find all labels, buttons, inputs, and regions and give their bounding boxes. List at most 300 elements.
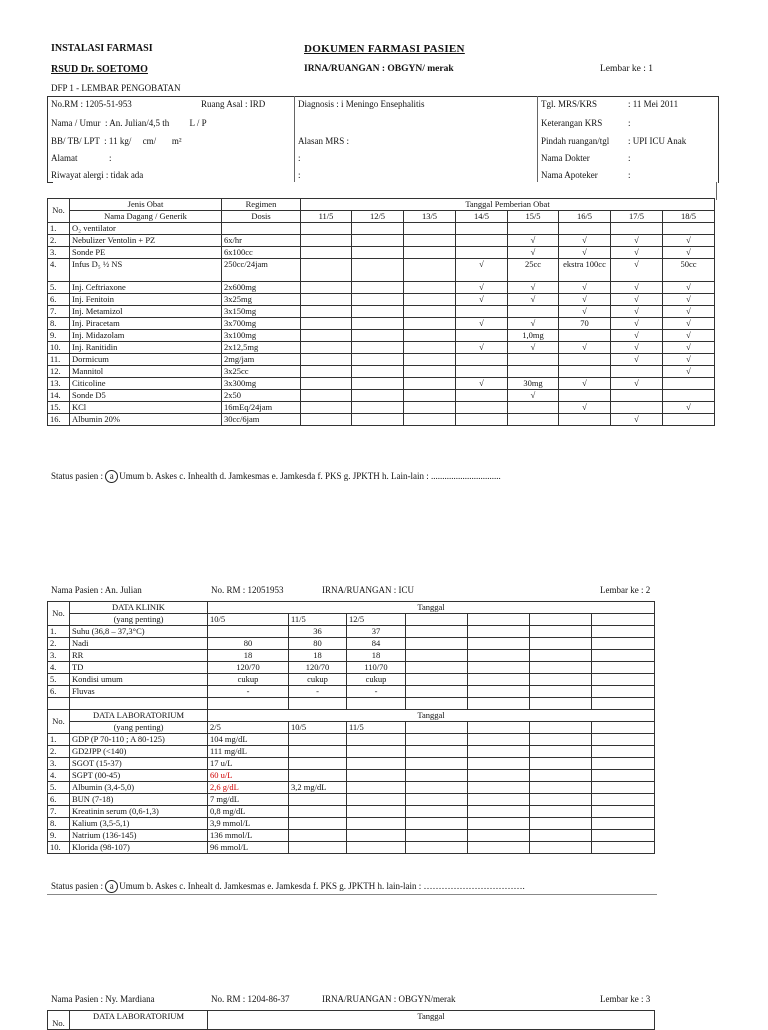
med-row [48,247,715,259]
lab-cell: 136 mmol/L [208,830,289,842]
lab-title: DATA LABORATORIUM [70,710,208,722]
klinik-cell: cukup [347,674,406,686]
klinik-cell [406,626,468,638]
med-date-2: 13/5 [404,211,456,223]
lab-row-no: 2. [48,746,70,758]
klinik-cell: 36 [289,626,347,638]
med-cell: √ [508,235,559,247]
med-cell [404,354,456,366]
lab-cell [530,806,592,818]
p3-patient-name: Nama Pasien : Ny. Mardiana [51,994,155,1004]
lab-cell [347,830,406,842]
status-options: Umum b. Askes c. Inhealth d. Jamkesmas e. Jamkesda f. PKS g. JPKTH h. Lain-lain : ............................... [119,471,501,481]
medication-table [47,198,715,426]
med-row-name: Infus D₅ ½ NS [70,259,222,282]
med-cell: √ [611,247,663,259]
document-title: DOKUMEN FARMASI PASIEN [304,43,465,55]
status-line-1 [51,470,501,483]
lab-cell [592,782,655,794]
med-date-3: 14/5 [456,211,508,223]
klinik-cell: cukup [208,674,289,686]
med-cell [404,223,456,235]
klinik-row-name: TD [70,662,208,674]
med-cell [404,247,456,259]
med-cell: √ [559,378,611,390]
lab-cell [530,758,592,770]
med-row-no: 7. [48,306,70,318]
klinik-row [48,686,655,698]
lab-cell [406,782,468,794]
med-cell: √ [508,247,559,259]
lab-row-no: 7. [48,806,70,818]
med-cell [456,247,508,259]
klinik-date-6 [592,614,655,626]
lab-cell: 96 mmol/L [208,842,289,854]
med-cell: √ [559,294,611,306]
med-cell: √ [611,306,663,318]
klinik-cell: 110/70 [347,662,406,674]
med-cell [456,235,508,247]
klinik-blank-cell [406,698,468,710]
lab-row [48,842,655,854]
med-cell [352,318,404,330]
med-cell [352,259,404,282]
med-cell [352,223,404,235]
med-cell: √ [508,282,559,294]
lab-row-name: SGPT (00-45) [70,770,208,782]
med-cell [352,235,404,247]
lab-subtitle: (yang penting) [70,722,208,734]
p2-status-option-circled: a [105,880,118,893]
lab-cell: 3,9 mmol/L [208,818,289,830]
med-cell [301,330,352,342]
med-cell [456,366,508,378]
med-cell [352,378,404,390]
med-cell: √ [456,318,508,330]
lab-cell [347,758,406,770]
lab-cell [592,746,655,758]
lab-cell: 7 mg/dL [208,794,289,806]
med-row [48,294,715,306]
med-cell: √ [611,235,663,247]
p2-status-options: Umum b. Askes c. Inhealt d. Jamkesmas e. Jamkesda f. PKS g. JPKTH h. lain-lain : ……………………………. [119,881,525,891]
klinik-cell [530,638,592,650]
med-row-no: 15. [48,402,70,414]
med-row-name: O₂ ventilator [70,223,222,235]
lab-cell [347,806,406,818]
med-cell [301,402,352,414]
hospital-name: RSUD Dr. SOETOMO [51,64,148,75]
med-cell: 25cc [508,259,559,282]
med-cell: √ [559,247,611,259]
lab-cell [289,818,347,830]
klinik-row-name: Fluvas [70,686,208,698]
med-date-1: 12/5 [352,211,404,223]
p3-date-header: Tanggal [208,1011,655,1030]
klinik-row-no: 6. [48,686,70,698]
med-cell [456,402,508,414]
col-dates-header: Tanggal Pemberian Obat [301,199,715,211]
lab-data-table [47,709,655,854]
doctor-value: : [628,153,631,163]
lab-cell [289,770,347,782]
med-cell [508,223,559,235]
klinik-blank-cell [208,698,289,710]
klinik-row-no: 2. [48,638,70,650]
lab-row-no: 1. [48,734,70,746]
med-cell: √ [611,414,663,426]
klinik-row [48,650,655,662]
med-row-dose: 6x/hr [222,235,301,247]
klinik-cell [592,626,655,638]
med-cell: √ [663,318,715,330]
klinik-cell: 80 [208,638,289,650]
klinik-cell [592,638,655,650]
lab-row-no: 9. [48,830,70,842]
klinik-cell: 120/70 [208,662,289,674]
med-cell [456,306,508,318]
med-row [48,378,715,390]
status-label: Status pasien : [51,471,103,481]
med-cell [456,354,508,366]
lab-cell [406,734,468,746]
med-cell [404,235,456,247]
med-cell: √ [508,294,559,306]
klinik-cell [468,674,530,686]
med-row [48,259,715,282]
med-cell: √ [611,282,663,294]
klinik-cell [530,674,592,686]
lab-date-1: 10/5 [289,722,347,734]
klinik-date-5 [530,614,592,626]
p3-rm: No. RM : 1204-86-37 [211,994,290,1004]
lab-date-header: Tanggal [208,710,655,722]
med-row-no: 1. [48,223,70,235]
lab-row-name: GD2JPP (<140) [70,746,208,758]
p3-no-header: No. [48,1011,70,1030]
klinik-row-no: 5. [48,674,70,686]
colon-2: : [298,170,301,180]
klinik-cell [468,650,530,662]
lab-row-no: 6. [48,794,70,806]
med-cell [352,402,404,414]
med-row-no: 13. [48,378,70,390]
lab-row-name: GDP (P 70-110 ; A 80-125) [70,734,208,746]
lab-cell [592,818,655,830]
med-cell: √ [559,306,611,318]
med-cell [301,378,352,390]
lab-row-name: Klorida (98-107) [70,842,208,854]
med-cell [352,282,404,294]
med-row-name: Sonde PE [70,247,222,259]
med-cell [404,259,456,282]
klinik-blank-cell [347,698,406,710]
lab-cell [347,794,406,806]
med-cell [301,223,352,235]
med-cell [301,342,352,354]
bb-tb-field: BB/ TB/ LPT : 11 kg/ cm/ m² [51,136,182,146]
origin-room-field: Ruang Asal : IRD [201,99,266,109]
med-cell [352,354,404,366]
klinik-cell [592,650,655,662]
lab-row [48,770,655,782]
med-cell: 50cc [663,259,715,282]
med-cell [404,306,456,318]
lab-row [48,806,655,818]
p2-sheet: Lembar ke : 2 [600,585,651,595]
med-cell [508,354,559,366]
med-row-dose: 3x700mg [222,318,301,330]
med-cell: √ [508,342,559,354]
med-cell [404,318,456,330]
lab-cell [468,842,530,854]
med-row-no: 11. [48,354,70,366]
klinik-cell [530,650,592,662]
klinik-row [48,662,655,674]
med-cell: √ [663,247,715,259]
lab-cell [347,746,406,758]
med-cell [663,378,715,390]
med-cell: √ [663,342,715,354]
lab-cell [347,770,406,782]
med-row-dose: 3x25mg [222,294,301,306]
med-cell [559,330,611,342]
lab-row-no: 3. [48,758,70,770]
med-date-7: 18/5 [663,211,715,223]
status-line-2 [51,880,525,893]
med-cell [404,402,456,414]
p3-lab-table [47,1010,655,1030]
med-row [48,390,715,402]
med-row-name: Nebulizer Ventolin + PZ [70,235,222,247]
klinik-row-no: 3. [48,650,70,662]
klinik-cell: 120/70 [289,662,347,674]
med-cell [663,390,715,402]
status-option-circled: a [105,470,118,483]
med-cell [456,390,508,402]
klinik-cell [406,662,468,674]
med-cell: √ [611,342,663,354]
klinik-cell [468,626,530,638]
med-cell [559,390,611,402]
med-cell: 1,0mg [508,330,559,342]
med-cell: √ [456,259,508,282]
klinik-cell: 18 [289,650,347,662]
med-row [48,414,715,426]
med-cell: √ [611,318,663,330]
lab-cell [406,794,468,806]
klinik-date-4 [468,614,530,626]
lab-row [48,758,655,770]
lab-row [48,746,655,758]
med-cell: √ [611,354,663,366]
med-cell: √ [663,294,715,306]
med-cell: √ [663,354,715,366]
lab-date-6 [592,722,655,734]
med-cell: √ [663,402,715,414]
med-cell [301,318,352,330]
med-row-no: 5. [48,282,70,294]
med-cell [301,247,352,259]
med-cell: √ [611,378,663,390]
med-cell [301,414,352,426]
p2-patient-name: Nama Pasien : An. Julian [51,585,142,595]
med-row-name: Albumin 20% [70,414,222,426]
med-row-name: Dormicum [70,354,222,366]
med-row-no: 4. [48,259,70,282]
klinik-cell [406,686,468,698]
klinik-blank-cell [48,698,70,710]
klinik-date-3 [406,614,468,626]
klinik-cell [468,686,530,698]
med-cell [456,330,508,342]
med-cell [559,414,611,426]
med-cell: √ [456,378,508,390]
med-cell [404,390,456,402]
med-cell [404,378,456,390]
med-row-dose: 16mEq/24jam [222,402,301,414]
med-cell [508,306,559,318]
klinik-row-name: Nadi [70,638,208,650]
med-cell: √ [559,342,611,354]
klinik-row-no: 1. [48,626,70,638]
med-cell [663,414,715,426]
lab-date-0: 2/5 [208,722,289,734]
lab-cell: 0,8 mg/dL [208,806,289,818]
lab-cell [406,818,468,830]
lab-row [48,782,655,794]
klinik-cell [406,650,468,662]
med-cell [352,366,404,378]
lab-cell [406,842,468,854]
med-row-no: 14. [48,390,70,402]
med-row [48,354,715,366]
med-cell [301,259,352,282]
med-row [48,330,715,342]
krs-value: : [628,118,631,128]
med-cell: √ [456,342,508,354]
med-cell [352,306,404,318]
klinik-cell [530,662,592,674]
med-cell: 70 [559,318,611,330]
klinik-row [48,626,655,638]
allergy-field: Riwayat alergi : tidak ada [51,170,144,180]
col-brand-header: Nama Dagang / Generik [70,211,222,223]
lab-row-name: SGOT (15-37) [70,758,208,770]
lab-cell [468,830,530,842]
lab-cell [406,830,468,842]
med-cell [611,390,663,402]
med-cell [559,354,611,366]
med-cell [508,366,559,378]
med-cell [663,223,715,235]
lab-cell: 111 mg/dL [208,746,289,758]
p2-ward: IRNA/RUANGAN : ICU [322,585,414,595]
col-dose-header: Dosis [222,211,301,223]
lab-cell [592,806,655,818]
med-cell: √ [456,294,508,306]
med-row [48,282,715,294]
lab-cell [530,830,592,842]
med-cell [404,414,456,426]
p2-status-label: Status pasien : [51,881,103,891]
med-row-dose: 2x600mg [222,282,301,294]
med-row-no: 9. [48,330,70,342]
lab-cell [289,830,347,842]
lab-row-name: Albumin (3,4-5,0) [70,782,208,794]
lab-no-header: No. [48,710,70,734]
klinik-cell [530,686,592,698]
med-row-no: 6. [48,294,70,306]
med-cell [352,390,404,402]
med-cell: √ [559,235,611,247]
med-cell [352,414,404,426]
lab-cell [592,794,655,806]
lab-row-name: Kalium (3,5-5,1) [70,818,208,830]
lab-cell [347,734,406,746]
lab-cell [289,734,347,746]
med-cell [301,306,352,318]
p3-sheet: Lembar ke : 3 [600,994,651,1004]
med-row-name: Inj. Metamizol [70,306,222,318]
med-row [48,342,715,354]
klinik-cell [406,638,468,650]
p3-lab-title: DATA LABORATORIUM [70,1011,208,1030]
med-row [48,306,715,318]
lab-cell [406,770,468,782]
med-date-4: 15/5 [508,211,559,223]
med-cell [508,414,559,426]
pharmacist-label: Nama Apoteker [541,170,598,180]
lab-cell [289,794,347,806]
lab-date-2: 11/5 [347,722,406,734]
lab-cell [592,758,655,770]
col-regimen-header: Regimen [222,199,301,211]
klinik-cell [468,638,530,650]
klinik-cell [592,662,655,674]
med-cell: √ [663,235,715,247]
klinik-cell: 80 [289,638,347,650]
med-cell [559,223,611,235]
klinik-date-0: 10/5 [208,614,289,626]
address-field: Alamat : [51,153,112,163]
lab-date-5 [530,722,592,734]
med-date-5: 16/5 [559,211,611,223]
lab-cell [530,794,592,806]
klinik-blank-cell [530,698,592,710]
klinik-cell: - [208,686,289,698]
med-cell [352,294,404,306]
lab-cell [530,818,592,830]
med-row-dose: 3x150mg [222,306,301,318]
lab-cell [468,734,530,746]
klinik-cell: 37 [347,626,406,638]
med-cell [611,223,663,235]
form-name: DFP 1 - LEMBAR PENGOBATAN [51,83,181,93]
med-cell [404,366,456,378]
med-row-name: Inj. Midazolam [70,330,222,342]
klinik-blank-cell [289,698,347,710]
p2-rm: No. RM : 12051953 [211,585,284,595]
pharmacist-value: : [628,170,631,180]
klinik-blank-cell [468,698,530,710]
klinik-date-1: 11/5 [289,614,347,626]
med-cell [301,366,352,378]
med-cell [611,402,663,414]
lab-row-name: Natrium (136-145) [70,830,208,842]
med-cell: √ [508,318,559,330]
lab-cell: 2,6 g/dL [208,782,289,794]
